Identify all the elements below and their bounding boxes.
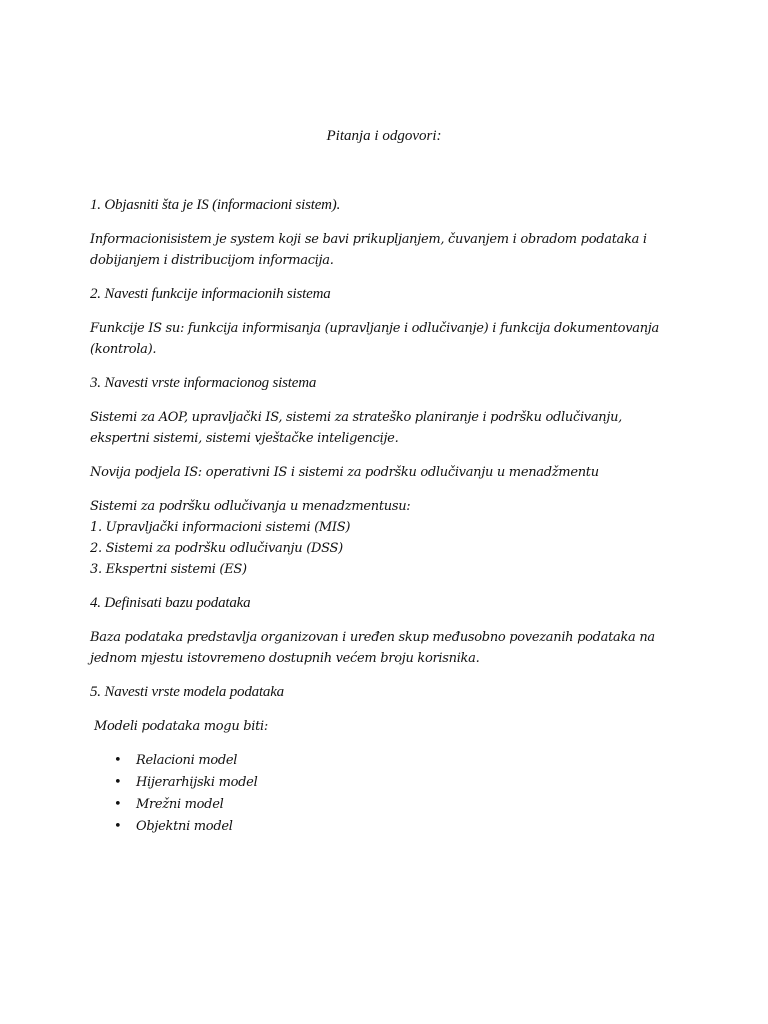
question-3: 3. Navesti vrste informacionog sistema [90, 375, 317, 391]
answer-3-extra: Novija podjela IS: operativni IS i sistemi za podršku odlučivanju u menadžmentu [90, 465, 599, 480]
bullet-icon: • [114, 775, 122, 790]
answer-1-line-1: Informacionisistem je system koji se bavi prikupljanjem, čuvanjem i obradom podataka i [90, 232, 647, 247]
list-item: • Mrežni model [114, 794, 690, 816]
list-item: • Relacioni model [114, 750, 690, 772]
answer-3-line-2: ekspertni sistemi, sistemi vještačke inteligencije. [90, 431, 399, 446]
answer-1-line-2: dobijanjem i distribucijom informacija. [90, 253, 334, 268]
answer-1 [90, 229, 690, 271]
answer-4 [90, 627, 690, 669]
question-4: 4. Definisati bazu podataka [90, 595, 251, 611]
answer-5-intro: Modeli podataka mogu biti: [94, 719, 268, 734]
document-content [90, 195, 690, 838]
list-item: • Objektni model [114, 816, 690, 838]
answer-3 [90, 407, 690, 449]
page-title: Pitanja i odgovori: [326, 128, 442, 144]
question-2: 2. Navesti funkcije informacionih sistema [90, 286, 331, 302]
answer-3-line-1: Sistemi za AOP, upravljački IS, sistemi za strateško planiranje i podršku odlučivanju, [90, 410, 623, 425]
answer-3-list [90, 496, 690, 580]
answer-3-list-item-1: 1. Upravljački informacioni sistemi (MIS) [90, 520, 351, 535]
list-item: • Hijerarhijski model [114, 772, 690, 794]
question-5: 5. Navesti vrste modela podataka [90, 684, 284, 700]
answer-2-line-2: (kontrola). [90, 342, 157, 357]
bullet-icon: • [114, 819, 122, 834]
answer-3-list-item-3: 3. Ekspertni sistemi (ES) [90, 562, 247, 577]
answer-4-line-1: Baza podataka predstavlja organizovan i uređen skup međusobno povezanih podataka na [90, 630, 655, 645]
question-1: 1. Objasniti šta je IS (informacioni sistem). [90, 197, 341, 213]
answer-3-list-intro: Sistemi za podršku odlučivanja u menadzmentusu: [90, 499, 411, 514]
bullet-icon: • [114, 797, 122, 812]
answer-4-line-2: jednom mjestu istovremeno dostupnih većem broju korisnika. [90, 651, 480, 666]
model-list [90, 750, 690, 838]
answer-3-list-item-2: 2. Sistemi za podršku odlučivanju (DSS) [90, 541, 343, 556]
bullet-icon: • [114, 753, 122, 768]
answer-2-line-1: Funkcije IS su: funkcija informisanja (upravljanje i odlučivanje) i funkcija dokumentovanja [90, 321, 659, 336]
answer-2 [90, 318, 690, 360]
